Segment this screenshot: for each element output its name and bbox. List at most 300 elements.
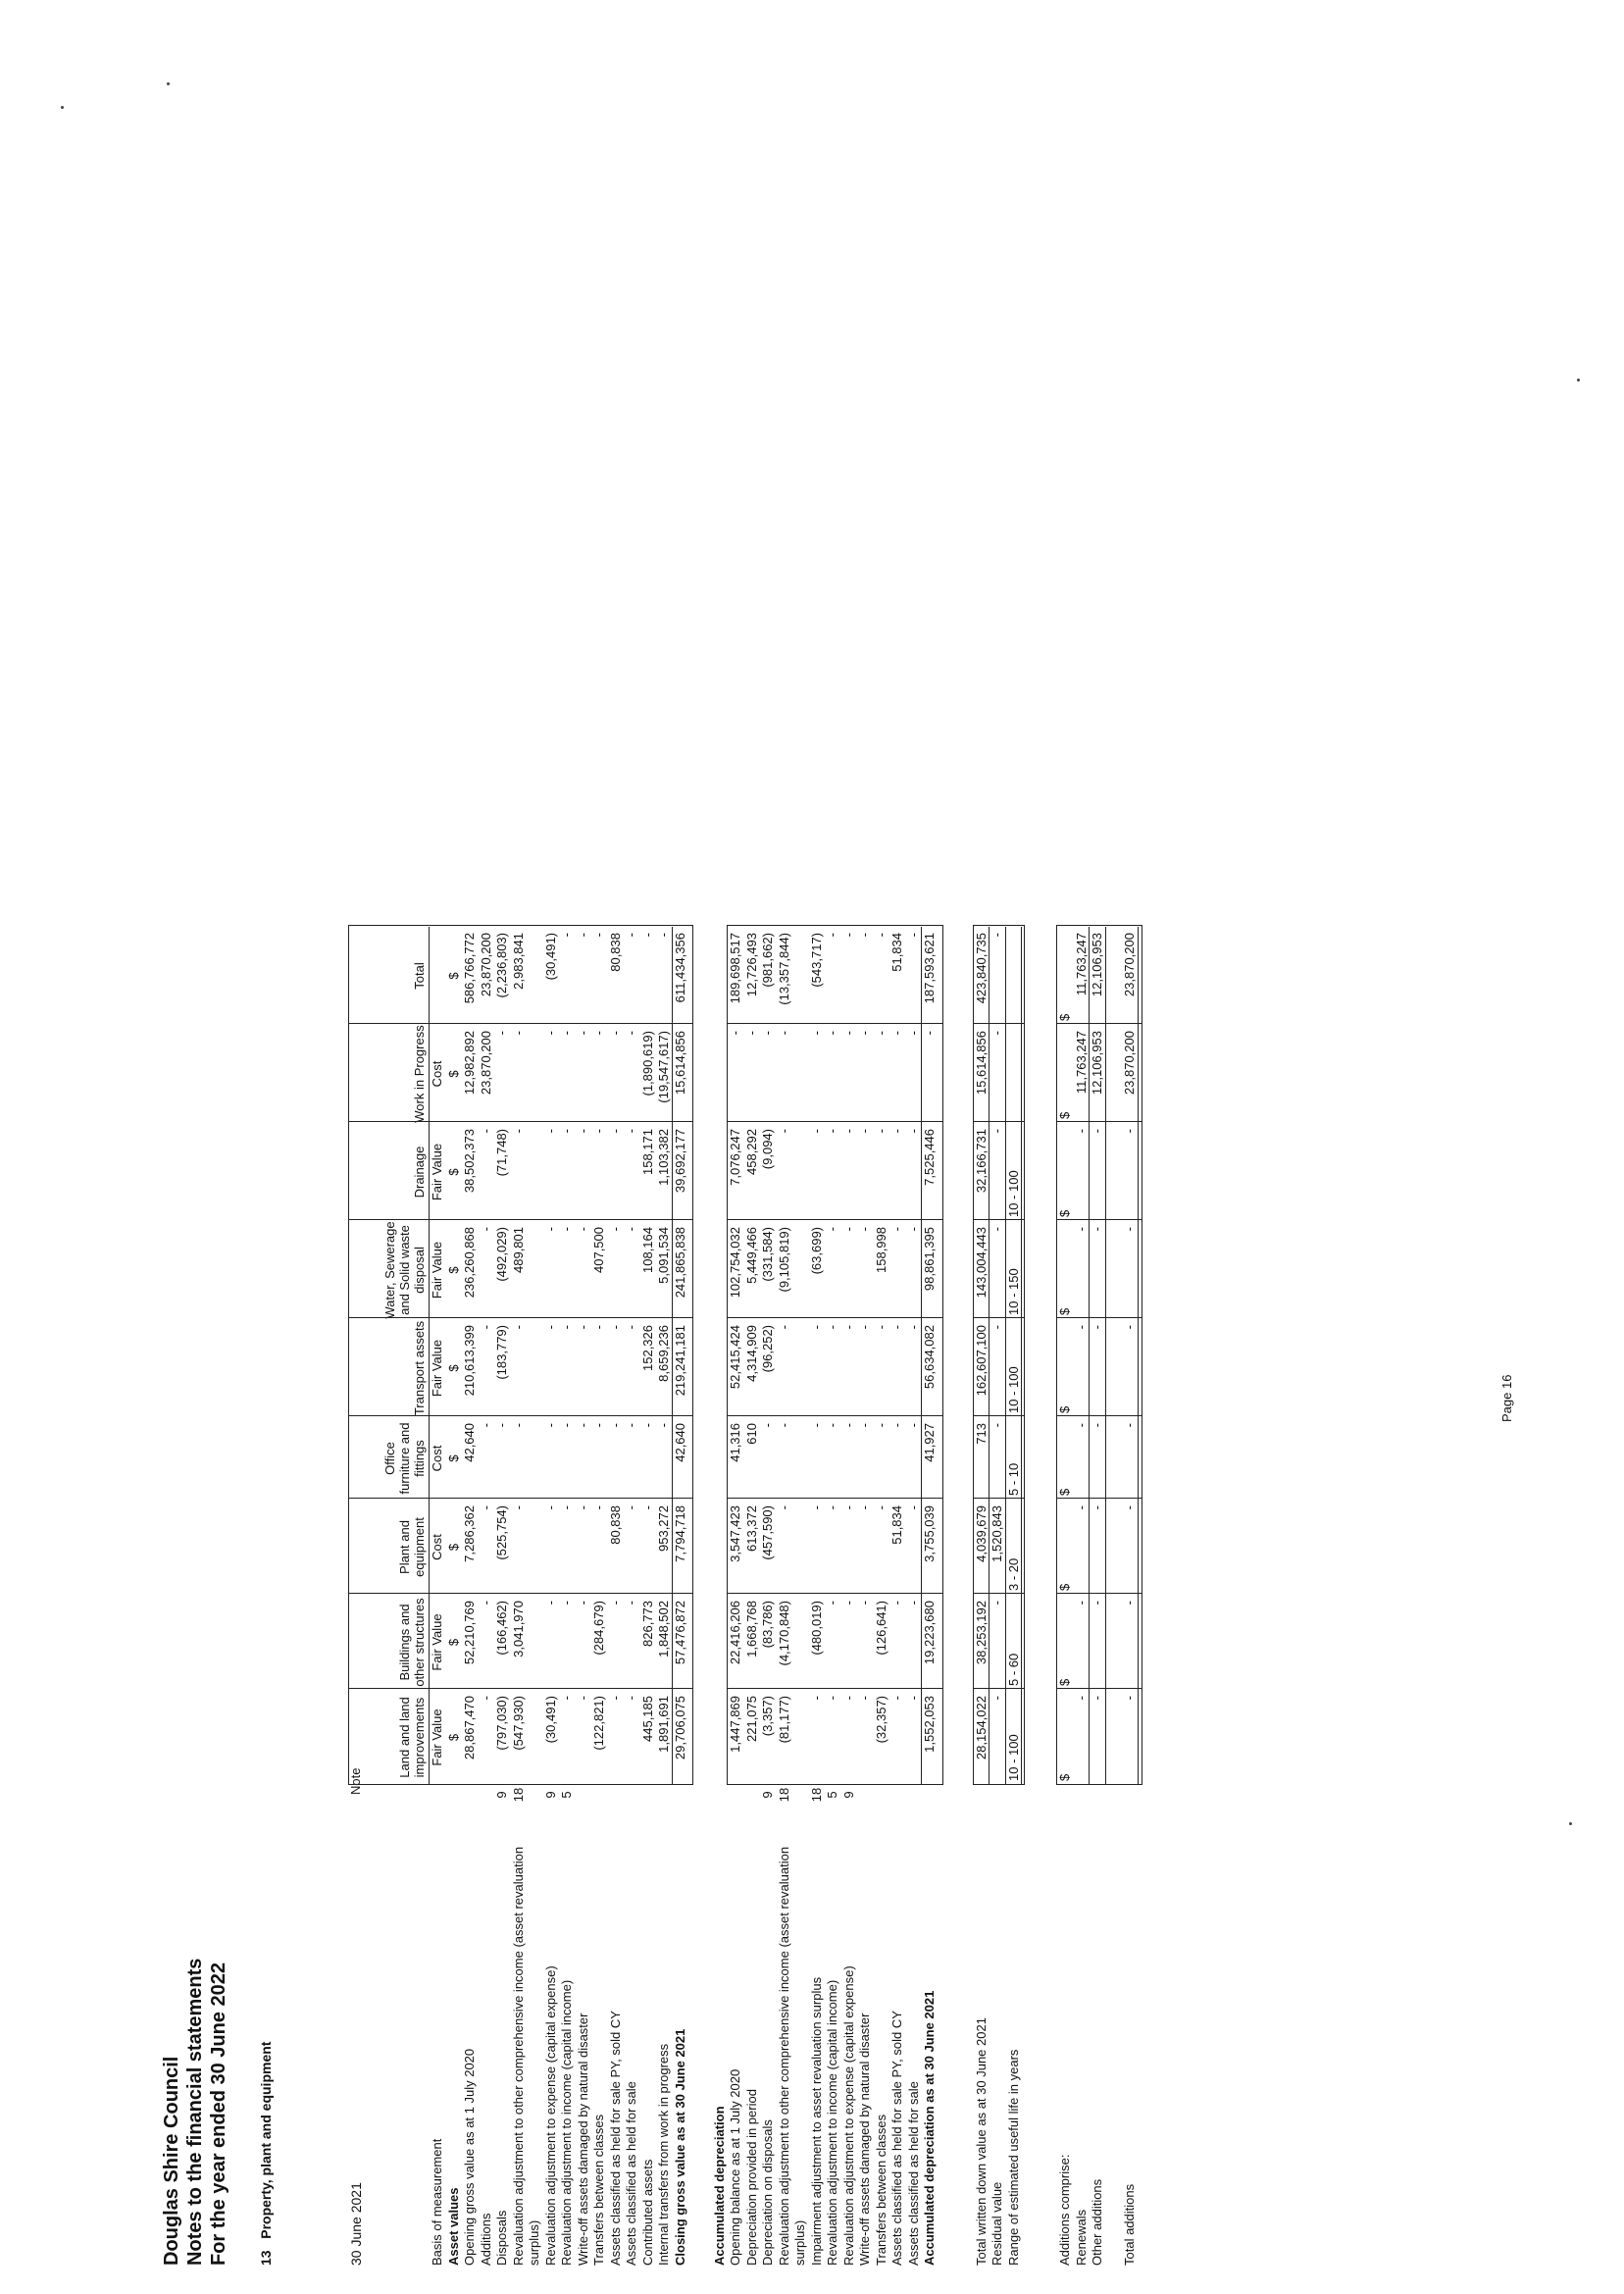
column-divider [349, 1121, 692, 1122]
value-cell: - [760, 1423, 775, 1428]
value-cell: - [575, 1031, 590, 1036]
note-column-label: Note [348, 1767, 363, 1795]
currency-cell: $ [445, 1543, 461, 1552]
value-cell: - [575, 1696, 590, 1701]
value-cell: - [873, 1325, 888, 1330]
value-cell: - [857, 1601, 872, 1606]
value-cell: - [656, 1423, 671, 1428]
value-cell: - [1073, 1505, 1089, 1510]
value-cell: 23,870,200 [478, 933, 493, 997]
column-header: Land and land improvements [397, 1697, 427, 1778]
value-cell: - [905, 1423, 921, 1428]
value-cell: - [743, 1031, 759, 1036]
value-cell: (96,252) [760, 1325, 775, 1373]
column-divider [349, 1023, 692, 1024]
column-divider [728, 1415, 942, 1416]
column-divider [349, 1219, 692, 1220]
value-cell: 953,272 [656, 1505, 671, 1552]
row-label: Assets classified as held for sale [905, 2081, 921, 2266]
value-cell: 610 [743, 1423, 759, 1445]
value-cell: 3,041,970 [510, 1601, 526, 1657]
column-divider [1057, 1688, 1142, 1689]
value-cell: - [494, 1423, 509, 1428]
note-ref: 9 [840, 1791, 856, 1799]
column-header: Buildings and other structures [397, 1598, 427, 1687]
value-cell: - [840, 1601, 856, 1606]
value-cell: - [1090, 1423, 1104, 1428]
value-cell: 7,286,362 [462, 1505, 477, 1562]
useful-life-cell: 10 - 150 [1005, 1268, 1021, 1315]
value-cell: 152,326 [639, 1325, 655, 1371]
note-ref: 18 [808, 1787, 824, 1803]
value-cell: - [624, 1227, 638, 1232]
column-divider [728, 1688, 942, 1689]
value-cell: - [559, 1325, 574, 1330]
row-label: Depreciation provided in period [743, 2089, 759, 2266]
row-label: Revaluation adjustment to income (capital income) [559, 1979, 574, 2266]
value-cell: - [1090, 1696, 1104, 1701]
value-cell: - [542, 1227, 558, 1232]
value-cell: (543,717) [808, 933, 824, 988]
basis-cell: Cost [430, 1534, 444, 1560]
value-cell: 5,449,466 [743, 1227, 759, 1284]
column-header: Total [412, 962, 427, 990]
row-label: Contributed assets [639, 2159, 655, 2266]
scan-speck [1569, 1822, 1572, 1825]
value-cell: 458,292 [743, 1129, 759, 1175]
value-cell: - [776, 1129, 791, 1134]
value-cell: - [873, 1031, 888, 1036]
value-cell: (30,491) [542, 1696, 558, 1744]
value-cell: - [905, 1325, 921, 1330]
value-cell: - [1122, 1227, 1137, 1232]
value-cell: 12,106,953 [1090, 1031, 1104, 1096]
value-cell: - [889, 1325, 904, 1330]
scan-speck [167, 82, 170, 85]
basis-cell: Cost [430, 1060, 444, 1088]
column-divider [974, 1219, 1025, 1220]
value-cell: (284,679) [591, 1601, 606, 1656]
value-cell: (492,029) [494, 1227, 509, 1282]
column-divider [349, 1688, 692, 1689]
value-cell: - [905, 1227, 921, 1232]
row-label: Disposals [494, 2210, 509, 2266]
column-divider [974, 1688, 1025, 1689]
value-cell: - [478, 1696, 493, 1701]
value-cell: - [575, 1325, 590, 1330]
value-cell: - [1073, 1227, 1089, 1232]
value-cell: - [889, 1601, 904, 1606]
value-cell: (63,699) [808, 1227, 824, 1275]
value-cell: 41,927 [922, 1423, 937, 1462]
value-cell: (981,662) [760, 933, 775, 988]
value-cell: - [990, 933, 1004, 938]
value-cell: - [1090, 1325, 1104, 1330]
value-cell: - [624, 1423, 638, 1428]
value-cell: - [905, 1129, 921, 1134]
value-cell: - [840, 1031, 856, 1036]
value-cell: - [776, 1505, 791, 1510]
value-cell: 51,834 [889, 933, 904, 972]
value-cell: (30,491) [542, 933, 558, 981]
value-cell: (3,357) [760, 1696, 775, 1737]
value-cell: 7,076,247 [728, 1129, 742, 1186]
value-cell: (166,462) [494, 1601, 509, 1656]
column-divider [974, 1121, 1025, 1122]
column-header: Transport assets [412, 1320, 427, 1416]
currency-cell: $ [1057, 1405, 1072, 1413]
value-cell: - [478, 1505, 493, 1510]
currency-cell: $ [1057, 1678, 1072, 1686]
row-label: Assets classified as held for sale [624, 2081, 638, 2266]
value-cell: - [575, 1129, 590, 1134]
value-cell: - [808, 1129, 824, 1134]
value-cell: - [857, 1129, 872, 1134]
row-label: Renewals [1073, 2209, 1089, 2266]
value-cell: - [542, 1129, 558, 1134]
value-cell: 42,640 [672, 1423, 687, 1462]
value-cell: 12,982,892 [462, 1031, 477, 1096]
basis-cell: Cost [430, 1445, 444, 1472]
value-cell: 38,253,192 [973, 1601, 989, 1665]
value-cell: - [591, 1505, 606, 1510]
header-subtitle: Notes to the financial statements [184, 1958, 206, 2266]
value-cell: - [639, 1505, 655, 1510]
value-cell: - [905, 933, 921, 938]
value-cell: - [825, 1031, 839, 1036]
column-divider [349, 1498, 692, 1499]
value-cell: - [840, 1696, 856, 1701]
row-label: Additions [478, 2213, 493, 2266]
value-cell: - [607, 1227, 623, 1232]
value-cell: - [1090, 1227, 1104, 1232]
value-cell: 108,164 [639, 1227, 655, 1273]
value-cell: - [857, 933, 872, 938]
value-cell: 7,794,718 [672, 1505, 687, 1562]
value-cell: - [905, 1696, 921, 1701]
currency-cell: $ [445, 1364, 461, 1372]
value-cell: (2,236,803) [494, 933, 509, 998]
value-cell: 162,607,100 [973, 1325, 989, 1397]
value-cell: - [510, 1031, 526, 1036]
column-divider [1057, 1593, 1142, 1594]
value-cell: - [607, 1601, 623, 1606]
value-cell: - [990, 1031, 1004, 1036]
value-cell: - [542, 1031, 558, 1036]
value-cell: - [1090, 1505, 1104, 1510]
value-cell: 15,614,856 [973, 1031, 989, 1096]
value-cell: 4,039,679 [973, 1505, 989, 1562]
value-cell: (331,584) [760, 1227, 775, 1282]
value-cell: 3,547,423 [728, 1505, 742, 1562]
value-cell: - [873, 933, 888, 938]
document-header [160, 1959, 230, 2266]
value-cell: - [478, 1129, 493, 1134]
value-cell: - [905, 1505, 921, 1510]
note-ref: 9 [542, 1791, 558, 1799]
value-cell: (457,590) [760, 1505, 775, 1560]
value-cell: - [776, 1031, 791, 1036]
value-cell: - [1073, 1423, 1089, 1428]
column-header: Plant and equipment [397, 1517, 427, 1577]
value-cell: 1,848,502 [656, 1601, 671, 1657]
row-label: Transfers between classes [873, 2114, 888, 2266]
value-cell: - [607, 1423, 623, 1428]
org-name: Douglas Shire Council [161, 2056, 182, 2266]
value-cell: - [990, 1227, 1004, 1232]
column-divider [974, 1593, 1025, 1594]
value-cell: - [873, 1505, 888, 1510]
value-cell: - [1073, 1129, 1089, 1134]
value-cell: - [990, 1423, 1004, 1428]
value-cell: - [559, 1601, 574, 1606]
currency-cell: $ [1057, 1013, 1072, 1021]
value-cell: - [825, 1325, 839, 1330]
currency-cell: $ [1057, 1488, 1072, 1496]
value-cell: - [510, 1505, 526, 1510]
value-cell: - [889, 1129, 904, 1134]
value-cell: 28,154,022 [973, 1696, 989, 1760]
column-divider [974, 1317, 1025, 1318]
value-cell: (126,641) [873, 1601, 888, 1656]
value-cell: - [542, 1505, 558, 1510]
value-cell: - [559, 1423, 574, 1428]
value-cell: - [559, 1505, 574, 1510]
value-cell: - [1122, 1129, 1137, 1134]
value-cell: - [990, 1129, 1004, 1134]
value-cell: 219,241,181 [672, 1325, 687, 1397]
row-label: Revaluation adjustment to expense (capital expense) [840, 1965, 856, 2266]
column-divider [728, 1219, 942, 1220]
value-cell: - [575, 1423, 590, 1428]
value-cell: 12,726,493 [743, 933, 759, 997]
value-cell: - [857, 1505, 872, 1510]
row-label: Closing gross value as at 30 June 2021 [672, 2028, 687, 2266]
value-cell: - [1122, 1325, 1137, 1330]
value-cell: (122,821) [591, 1696, 606, 1751]
value-cell: 23,870,200 [1122, 933, 1137, 997]
currency-cell: $ [1057, 1111, 1072, 1119]
value-cell: (81,177) [776, 1696, 791, 1744]
column-divider [728, 1498, 942, 1499]
value-cell: 29,706,075 [672, 1696, 687, 1760]
value-cell: 221,075 [743, 1696, 759, 1742]
value-cell: 12,106,953 [1090, 933, 1104, 997]
value-cell: - [591, 1129, 606, 1134]
value-cell: - [825, 1227, 839, 1232]
value-cell: - [478, 1325, 493, 1330]
value-cell: 423,840,735 [973, 933, 989, 1004]
section-title [258, 2042, 274, 2266]
section-name: Property, plant and equipment [258, 2041, 274, 2239]
rotated-statement [152, 579, 1515, 2266]
value-cell: - [776, 1423, 791, 1428]
currency-cell: $ [445, 1733, 461, 1742]
note-ref: 9 [494, 1791, 509, 1799]
row-label: Range of estimated useful life in years [1005, 2049, 1021, 2266]
value-cell: 826,773 [639, 1601, 655, 1647]
value-cell: - [808, 1505, 824, 1510]
value-cell: (183,779) [494, 1325, 509, 1380]
value-cell: - [1122, 1601, 1137, 1606]
column-divider [728, 1121, 942, 1122]
value-cell: - [889, 1423, 904, 1428]
value-cell: - [760, 1031, 775, 1036]
useful-life-cell: 3 - 20 [1005, 1557, 1021, 1591]
value-cell: 5,091,534 [656, 1227, 671, 1284]
value-cell: - [808, 1031, 824, 1036]
value-cell: - [808, 1423, 824, 1428]
value-cell: - [624, 1601, 638, 1606]
column-header: Work in Progress [412, 1025, 427, 1123]
note-ref: 18 [776, 1787, 791, 1803]
value-cell: 407,500 [591, 1227, 606, 1273]
value-cell: - [559, 1696, 574, 1701]
value-cell: - [624, 1696, 638, 1701]
column-divider [974, 1023, 1025, 1024]
value-cell: 56,634,082 [922, 1325, 937, 1390]
value-cell: - [990, 1601, 1004, 1606]
value-cell: (525,754) [494, 1505, 509, 1560]
basis-cell: Fair Value [430, 1339, 444, 1398]
value-cell: - [840, 1129, 856, 1134]
row-label: Assets classified as held for sale PY, sold CY [889, 2011, 904, 2266]
row-label: Total additions [1122, 2183, 1137, 2266]
value-cell: - [840, 1505, 856, 1510]
column-divider [1057, 1317, 1142, 1318]
column-divider [974, 1415, 1025, 1416]
value-cell: (13,357,844) [776, 933, 791, 1005]
column-divider [1057, 1121, 1142, 1122]
value-cell: - [808, 1696, 824, 1701]
currency-cell: $ [445, 1168, 461, 1176]
value-cell: - [542, 1601, 558, 1606]
accumulated-grid [727, 925, 943, 1785]
value-cell: - [591, 1423, 606, 1428]
value-cell: - [559, 1031, 574, 1036]
value-cell: 32,166,731 [973, 1129, 989, 1194]
value-cell: 445,185 [639, 1696, 655, 1742]
value-cell: - [510, 1129, 526, 1134]
value-cell: 4,314,909 [743, 1325, 759, 1382]
value-cell: - [575, 1227, 590, 1232]
value-cell: 143,004,443 [973, 1227, 989, 1299]
additions-grid [1056, 925, 1142, 1785]
row-label: Other additions [1090, 2178, 1104, 2266]
value-cell: - [494, 1031, 509, 1036]
value-cell: 52,210,769 [462, 1601, 477, 1665]
value-cell: - [825, 1696, 839, 1701]
value-cell: - [857, 1227, 872, 1232]
value-cell: (9,094) [760, 1129, 775, 1170]
value-cell: 19,223,680 [922, 1601, 937, 1665]
value-cell: - [808, 1325, 824, 1330]
value-cell: - [639, 1423, 655, 1428]
value-cell: 611,434,356 [672, 933, 687, 1003]
value-cell: 1,447,869 [728, 1696, 742, 1753]
value-cell: (4,170,848) [776, 1601, 791, 1666]
value-cell: 489,801 [510, 1227, 526, 1273]
value-cell: - [639, 933, 655, 938]
value-cell: 2,983,841 [510, 933, 526, 990]
value-cell: 1,891,691 [656, 1696, 671, 1753]
row-label: Assets classified as held for sale PY, sold CY [607, 2011, 623, 2266]
summary-grid [973, 925, 1026, 1785]
value-cell: 41,316 [728, 1423, 742, 1462]
value-cell: - [478, 1601, 493, 1606]
value-cell: - [840, 1423, 856, 1428]
column-divider [1057, 1415, 1142, 1416]
value-cell: (83,786) [760, 1601, 775, 1649]
value-cell: 52,415,424 [728, 1325, 742, 1390]
value-cell: - [857, 1031, 872, 1036]
value-cell: 23,870,200 [478, 1031, 493, 1096]
value-cell: (547,930) [510, 1696, 526, 1751]
row-label: Total written down value as at 30 June 2021 [973, 2017, 989, 2266]
column-divider [728, 1317, 942, 1318]
value-cell: (1,890,619) [639, 1031, 655, 1096]
note-ref: 5 [559, 1791, 574, 1799]
value-cell: 80,838 [607, 1505, 623, 1545]
value-cell: - [575, 1505, 590, 1510]
value-cell: 187,593,621 [922, 933, 937, 1004]
value-cell: - [889, 1227, 904, 1232]
row-label-basis: Basis of measurement [430, 2138, 444, 2266]
column-divider [974, 1498, 1025, 1499]
value-cell: - [990, 1325, 1004, 1330]
currency-cell: $ [445, 1070, 461, 1078]
column-divider [349, 1415, 692, 1416]
value-cell: - [1122, 1423, 1137, 1428]
value-cell: - [1122, 1696, 1137, 1701]
value-cell: - [825, 933, 839, 938]
currency-cell: $ [1057, 1773, 1072, 1781]
row-label: Depreciation on disposals [760, 2119, 775, 2266]
value-cell: 241,865,838 [672, 1227, 687, 1299]
value-cell: - [607, 1031, 623, 1036]
row-label: Accumulated depreciation as at 30 June 2021 [922, 1990, 937, 2266]
additions-heading: Additions comprise: [1057, 2154, 1072, 2266]
note-ref: 18 [510, 1787, 526, 1803]
value-cell: - [591, 1031, 606, 1036]
value-cell: (9,105,819) [776, 1227, 791, 1293]
column-divider [728, 1593, 942, 1594]
value-cell: - [591, 1325, 606, 1330]
row-label: Revaluation adjustment to expense (capital expense) [542, 1965, 558, 2266]
header-rule [429, 927, 430, 1785]
value-cell: - [889, 1696, 904, 1701]
value-cell: - [873, 1129, 888, 1134]
useful-life-cell: 10 - 100 [1005, 1734, 1021, 1781]
value-cell: - [1090, 1129, 1104, 1134]
value-cell: - [905, 1601, 921, 1606]
header-period: For the year ended 30 June 2022 [208, 1962, 229, 2266]
value-cell: - [624, 1031, 638, 1036]
value-cell: - [1073, 1696, 1089, 1701]
value-cell: - [624, 1129, 638, 1134]
value-cell: 39,692,177 [672, 1129, 687, 1194]
value-cell: (480,019) [808, 1601, 824, 1656]
accumulated-heading: Accumulated depreciation [711, 2106, 727, 2266]
value-cell: 23,870,200 [1122, 1031, 1137, 1096]
value-cell: - [922, 1031, 937, 1036]
row-label: Opening balance as at 1 July 2020 [728, 2068, 742, 2266]
value-cell: 57,476,872 [672, 1601, 687, 1665]
value-cell: - [857, 1423, 872, 1428]
value-cell: - [990, 1696, 1004, 1701]
value-cell: - [1122, 1505, 1137, 1510]
row-label: Revaluation adjustment to other comprehensive income (asset revaluation surplus) [776, 1846, 807, 2266]
